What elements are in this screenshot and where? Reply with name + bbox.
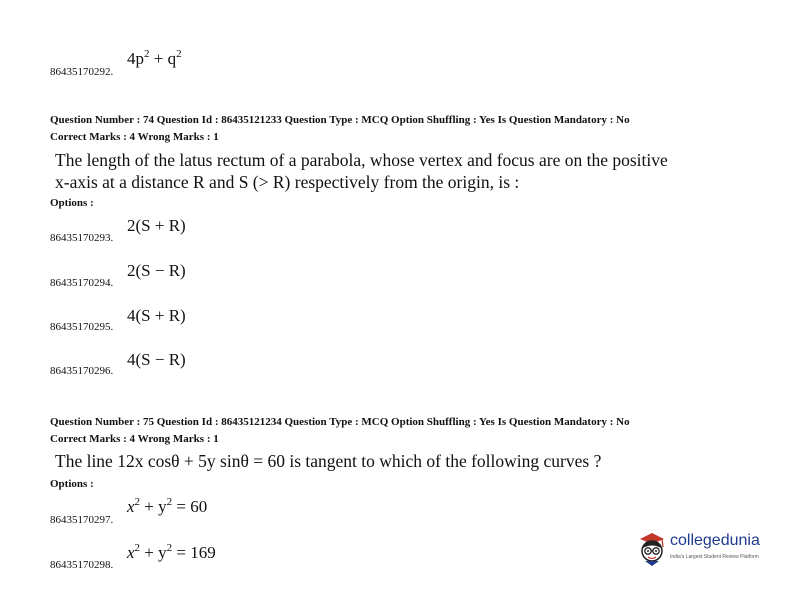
question-74-meta: Question Number : 74 Question Id : 86435121233 Question Type : MCQ Option Shuffling : Yes Is Question Mandatory : No: [50, 114, 630, 126]
options-label: Options :: [50, 197, 94, 209]
question-74-marks: Correct Marks : 4 Wrong Marks : 1: [50, 131, 219, 143]
logo-wordmark: collegedunia: [670, 532, 760, 549]
expr-term: 4p: [127, 49, 144, 68]
option-id: 86435170295.: [50, 321, 114, 333]
expr-term: = 60: [172, 497, 208, 516]
option-expression: [127, 497, 207, 517]
options-label: Options :: [50, 478, 94, 490]
exponent: 2: [166, 496, 173, 508]
mascot-icon: [636, 530, 668, 568]
option-expression: 2(S + R): [127, 216, 186, 235]
question-74-text-line1: The length of the latus rectum of a parabola, whose vertex and focus are on the positive: [55, 150, 668, 170]
expr-term: x: [127, 543, 135, 562]
expr-term: + y: [140, 543, 167, 562]
option-expression: 4(S + R): [127, 306, 186, 325]
option-id: 86435170293.: [50, 232, 114, 244]
option-expression: [127, 543, 216, 563]
option-id: 86435170297.: [50, 514, 114, 526]
exponent: 2: [144, 48, 150, 60]
option-id: 86435170292.: [50, 66, 114, 78]
question-75-text: The line 12x cosθ + 5y sinθ = 60 is tangent to which of the following curves ?: [55, 451, 602, 471]
logo-tagline: India's Largest Student Review Platform: [670, 554, 759, 560]
expr-term: x: [127, 497, 135, 516]
option-expression: 2(S − R): [127, 261, 186, 280]
expr-term: + y: [140, 497, 167, 516]
option-id: 86435170298.: [50, 559, 114, 571]
question-75-meta: Question Number : 75 Question Id : 86435121234 Question Type : MCQ Option Shuffling : Yes Is Question Mandatory : No: [50, 416, 630, 428]
option-expression: [127, 49, 182, 69]
exponent: 2: [134, 542, 141, 554]
exponent: 2: [176, 48, 182, 60]
exponent: 2: [134, 496, 141, 508]
question-75-marks: Correct Marks : 4 Wrong Marks : 1: [50, 433, 219, 445]
option-id: 86435170296.: [50, 365, 114, 377]
collegedunia-logo[interactable]: [636, 530, 772, 570]
question-74-text-line2: x-axis at a distance R and S (> R) respectively from the origin, is :: [55, 172, 520, 192]
option-expression: 4(S − R): [127, 350, 186, 369]
expr-term: + q: [149, 49, 177, 68]
option-id: 86435170294.: [50, 277, 114, 289]
exponent: 2: [166, 542, 173, 554]
expr-term: = 169: [172, 543, 216, 562]
